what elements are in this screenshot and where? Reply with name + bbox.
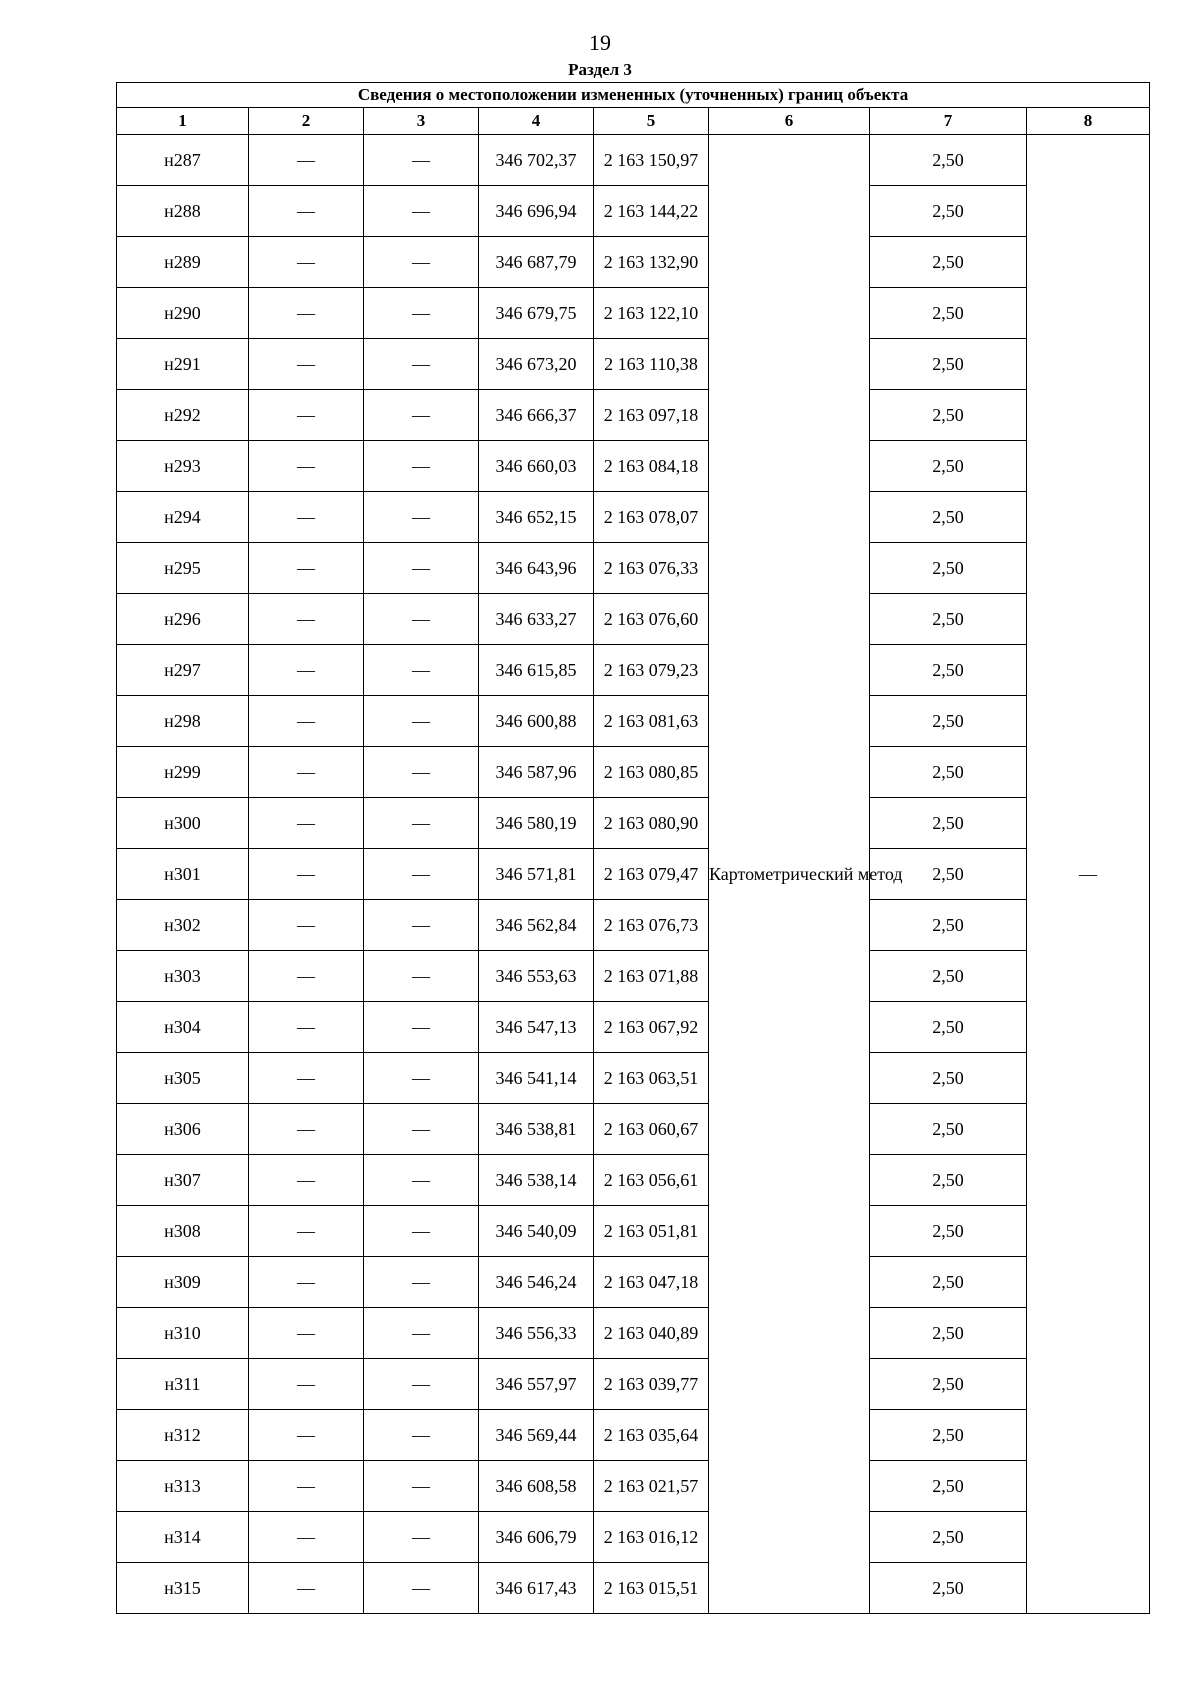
column-2-cell: —: [249, 1053, 364, 1104]
table-row: [117, 1155, 1150, 1206]
column-header-1: 1: [117, 108, 249, 135]
y-coordinate-cell: 2 163 063,51: [594, 1053, 709, 1104]
x-coordinate-cell: 346 541,14: [479, 1053, 594, 1104]
page-number: 19: [589, 30, 611, 55]
x-coordinate-cell: 346 687,79: [479, 237, 594, 288]
point-name-cell: н301: [117, 849, 249, 900]
y-coordinate-cell: 2 163 081,63: [594, 696, 709, 747]
table-row: [117, 747, 1150, 798]
column-3-cell: —: [364, 1206, 479, 1257]
y-coordinate-cell: 2 163 080,85: [594, 747, 709, 798]
table-row: [117, 1563, 1150, 1614]
x-coordinate-cell: 346 652,15: [479, 492, 594, 543]
x-coordinate-cell: 346 546,24: [479, 1257, 594, 1308]
table-row: [117, 492, 1150, 543]
accuracy-cell: 2,50: [870, 1053, 1027, 1104]
table-row: [117, 1461, 1150, 1512]
x-coordinate-cell: 346 562,84: [479, 900, 594, 951]
column-2-cell: —: [249, 1155, 364, 1206]
accuracy-cell: 2,50: [870, 135, 1027, 186]
y-coordinate-cell: 2 163 144,22: [594, 186, 709, 237]
column-3-cell: —: [364, 798, 479, 849]
accuracy-cell: 2,50: [870, 951, 1027, 1002]
accuracy-cell: 2,50: [870, 186, 1027, 237]
table-row: [117, 1410, 1150, 1461]
point-name-cell: н314: [117, 1512, 249, 1563]
x-coordinate-cell: 346 557,97: [479, 1359, 594, 1410]
x-coordinate-cell: 346 571,81: [479, 849, 594, 900]
column-3-cell: —: [364, 186, 479, 237]
table-row: [117, 1053, 1150, 1104]
y-coordinate-cell: 2 163 039,77: [594, 1359, 709, 1410]
point-name-cell: н290: [117, 288, 249, 339]
column-3-cell: —: [364, 900, 479, 951]
column-2-cell: —: [249, 441, 364, 492]
table-row: [117, 237, 1150, 288]
table-header-row: [117, 108, 1150, 135]
point-name-cell: н309: [117, 1257, 249, 1308]
point-name-cell: н312: [117, 1410, 249, 1461]
column-3-cell: —: [364, 1410, 479, 1461]
y-coordinate-cell: 2 163 035,64: [594, 1410, 709, 1461]
point-name-cell: н288: [117, 186, 249, 237]
x-coordinate-cell: 346 600,88: [479, 696, 594, 747]
x-coordinate-cell: 346 660,03: [479, 441, 594, 492]
y-coordinate-cell: 2 163 071,88: [594, 951, 709, 1002]
column-2-cell: —: [249, 288, 364, 339]
x-coordinate-cell: 346 547,13: [479, 1002, 594, 1053]
table-row: [117, 696, 1150, 747]
accuracy-cell: 2,50: [870, 1563, 1027, 1614]
column-2-cell: —: [249, 1206, 364, 1257]
table-row: [117, 1104, 1150, 1155]
column-2-cell: —: [249, 1410, 364, 1461]
y-coordinate-cell: 2 163 060,67: [594, 1104, 709, 1155]
point-name-cell: н304: [117, 1002, 249, 1053]
column-2-cell: —: [249, 339, 364, 390]
y-coordinate-cell: 2 163 076,33: [594, 543, 709, 594]
accuracy-cell: 2,50: [870, 288, 1027, 339]
point-name-cell: н315: [117, 1563, 249, 1614]
y-coordinate-cell: 2 163 078,07: [594, 492, 709, 543]
x-coordinate-cell: 346 540,09: [479, 1206, 594, 1257]
column-3-cell: —: [364, 339, 479, 390]
y-coordinate-cell: 2 163 076,73: [594, 900, 709, 951]
y-coordinate-cell: 2 163 084,18: [594, 441, 709, 492]
table-row: [117, 900, 1150, 951]
column-3-cell: —: [364, 594, 479, 645]
column-2-cell: —: [249, 135, 364, 186]
table-row: [117, 594, 1150, 645]
point-name-cell: н311: [117, 1359, 249, 1410]
column-3-cell: —: [364, 1257, 479, 1308]
column-8-cell: —: [1027, 135, 1150, 1614]
accuracy-cell: 2,50: [870, 1257, 1027, 1308]
column-3-cell: —: [364, 1155, 479, 1206]
column-header-5: 5: [594, 108, 709, 135]
y-coordinate-cell: 2 163 040,89: [594, 1308, 709, 1359]
y-coordinate-cell: 2 163 097,18: [594, 390, 709, 441]
accuracy-cell: 2,50: [870, 339, 1027, 390]
column-2-cell: —: [249, 1308, 364, 1359]
y-coordinate-cell: 2 163 080,90: [594, 798, 709, 849]
table-row: [117, 339, 1150, 390]
x-coordinate-cell: 346 617,43: [479, 1563, 594, 1614]
y-coordinate-cell: 2 163 067,92: [594, 1002, 709, 1053]
y-coordinate-cell: 2 163 150,97: [594, 135, 709, 186]
accuracy-cell: 2,50: [870, 645, 1027, 696]
x-coordinate-cell: 346 673,20: [479, 339, 594, 390]
column-2-cell: —: [249, 237, 364, 288]
point-name-cell: н307: [117, 1155, 249, 1206]
column-3-cell: —: [364, 135, 479, 186]
column-header-7: 7: [870, 108, 1027, 135]
accuracy-cell: 2,50: [870, 747, 1027, 798]
accuracy-cell: 2,50: [870, 390, 1027, 441]
point-name-cell: н313: [117, 1461, 249, 1512]
accuracy-cell: 2,50: [870, 798, 1027, 849]
point-name-cell: н305: [117, 1053, 249, 1104]
column-3-cell: —: [364, 1359, 479, 1410]
y-coordinate-cell: 2 163 056,61: [594, 1155, 709, 1206]
section-title: Раздел 3: [568, 60, 632, 79]
x-coordinate-cell: 346 696,94: [479, 186, 594, 237]
column-2-cell: —: [249, 543, 364, 594]
y-coordinate-cell: 2 163 110,38: [594, 339, 709, 390]
column-2-cell: —: [249, 1359, 364, 1410]
column-3-cell: —: [364, 543, 479, 594]
y-coordinate-cell: 2 163 079,23: [594, 645, 709, 696]
column-2-cell: —: [249, 492, 364, 543]
table-row: [117, 951, 1150, 1002]
y-coordinate-cell: 2 163 021,57: [594, 1461, 709, 1512]
x-coordinate-cell: 346 615,85: [479, 645, 594, 696]
accuracy-cell: 2,50: [870, 1104, 1027, 1155]
column-3-cell: —: [364, 1461, 479, 1512]
accuracy-cell: 2,50: [870, 492, 1027, 543]
table-row: [117, 1512, 1150, 1563]
table-row: [117, 288, 1150, 339]
accuracy-cell: 2,50: [870, 696, 1027, 747]
table-row: [117, 1308, 1150, 1359]
accuracy-cell: 2,50: [870, 1308, 1027, 1359]
column-2-cell: —: [249, 747, 364, 798]
method-cell: Картометрический метод: [709, 135, 870, 1614]
column-3-cell: —: [364, 696, 479, 747]
point-name-cell: н300: [117, 798, 249, 849]
column-2-cell: —: [249, 1563, 364, 1614]
point-name-cell: н296: [117, 594, 249, 645]
column-3-cell: —: [364, 1104, 479, 1155]
column-header-4: 4: [479, 108, 594, 135]
x-coordinate-cell: 346 556,33: [479, 1308, 594, 1359]
column-2-cell: —: [249, 645, 364, 696]
accuracy-cell: 2,50: [870, 1155, 1027, 1206]
column-3-cell: —: [364, 747, 479, 798]
y-coordinate-cell: 2 163 015,51: [594, 1563, 709, 1614]
point-name-cell: н308: [117, 1206, 249, 1257]
column-2-cell: —: [249, 951, 364, 1002]
x-coordinate-cell: 346 538,81: [479, 1104, 594, 1155]
x-coordinate-cell: 346 608,58: [479, 1461, 594, 1512]
column-2-cell: —: [249, 1257, 364, 1308]
x-coordinate-cell: 346 569,44: [479, 1410, 594, 1461]
x-coordinate-cell: 346 702,37: [479, 135, 594, 186]
column-3-cell: —: [364, 390, 479, 441]
y-coordinate-cell: 2 163 076,60: [594, 594, 709, 645]
column-header-2: 2: [249, 108, 364, 135]
column-3-cell: —: [364, 645, 479, 696]
accuracy-cell: 2,50: [870, 1206, 1027, 1257]
accuracy-cell: 2,50: [870, 1002, 1027, 1053]
column-3-cell: —: [364, 1002, 479, 1053]
column-2-cell: —: [249, 390, 364, 441]
x-coordinate-cell: 346 587,96: [479, 747, 594, 798]
y-coordinate-cell: 2 163 122,10: [594, 288, 709, 339]
table-row: [117, 1206, 1150, 1257]
table-caption: Сведения о местоположении измененных (уточненных) границ объекта: [117, 83, 1150, 108]
point-name-cell: н289: [117, 237, 249, 288]
point-name-cell: н299: [117, 747, 249, 798]
column-3-cell: —: [364, 951, 479, 1002]
x-coordinate-cell: 346 606,79: [479, 1512, 594, 1563]
table-row: [117, 849, 1150, 900]
x-coordinate-cell: 346 580,19: [479, 798, 594, 849]
y-coordinate-cell: 2 163 047,18: [594, 1257, 709, 1308]
table-row: [117, 543, 1150, 594]
point-name-cell: н303: [117, 951, 249, 1002]
column-3-cell: —: [364, 1512, 479, 1563]
accuracy-cell: 2,50: [870, 543, 1027, 594]
point-name-cell: н287: [117, 135, 249, 186]
table-row: [117, 390, 1150, 441]
point-name-cell: н292: [117, 390, 249, 441]
point-name-cell: н293: [117, 441, 249, 492]
y-coordinate-cell: 2 163 051,81: [594, 1206, 709, 1257]
column-3-cell: —: [364, 1308, 479, 1359]
column-header-8: 8: [1027, 108, 1150, 135]
point-name-cell: н295: [117, 543, 249, 594]
accuracy-cell: 2,50: [870, 594, 1027, 645]
table-row: [117, 798, 1150, 849]
y-coordinate-cell: 2 163 132,90: [594, 237, 709, 288]
x-coordinate-cell: 346 633,27: [479, 594, 594, 645]
table-row: [117, 186, 1150, 237]
point-name-cell: н297: [117, 645, 249, 696]
table-row: [117, 1002, 1150, 1053]
x-coordinate-cell: 346 679,75: [479, 288, 594, 339]
point-name-cell: н294: [117, 492, 249, 543]
column-2-cell: —: [249, 1002, 364, 1053]
accuracy-cell: 2,50: [870, 1461, 1027, 1512]
x-coordinate-cell: 346 666,37: [479, 390, 594, 441]
accuracy-cell: 2,50: [870, 237, 1027, 288]
x-coordinate-cell: 346 553,63: [479, 951, 594, 1002]
x-coordinate-cell: 346 538,14: [479, 1155, 594, 1206]
column-2-cell: —: [249, 1461, 364, 1512]
column-3-cell: —: [364, 1053, 479, 1104]
table-row: [117, 441, 1150, 492]
y-coordinate-cell: 2 163 079,47: [594, 849, 709, 900]
point-name-cell: н310: [117, 1308, 249, 1359]
accuracy-cell: 2,50: [870, 441, 1027, 492]
column-3-cell: —: [364, 492, 479, 543]
boundary-coordinates-table: [116, 82, 1150, 1614]
table-row: [117, 1359, 1150, 1410]
point-name-cell: н291: [117, 339, 249, 390]
column-header-6: 6: [709, 108, 870, 135]
column-2-cell: —: [249, 798, 364, 849]
column-2-cell: —: [249, 1512, 364, 1563]
accuracy-cell: 2,50: [870, 849, 1027, 900]
x-coordinate-cell: 346 643,96: [479, 543, 594, 594]
table-row: [117, 1257, 1150, 1308]
point-name-cell: н306: [117, 1104, 249, 1155]
accuracy-cell: 2,50: [870, 900, 1027, 951]
accuracy-cell: 2,50: [870, 1359, 1027, 1410]
column-3-cell: —: [364, 849, 479, 900]
column-3-cell: —: [364, 1563, 479, 1614]
column-header-3: 3: [364, 108, 479, 135]
column-3-cell: —: [364, 237, 479, 288]
column-2-cell: —: [249, 594, 364, 645]
column-2-cell: —: [249, 1104, 364, 1155]
y-coordinate-cell: 2 163 016,12: [594, 1512, 709, 1563]
column-3-cell: —: [364, 441, 479, 492]
point-name-cell: н302: [117, 900, 249, 951]
table-row: [117, 645, 1150, 696]
column-3-cell: —: [364, 288, 479, 339]
table-body: [117, 135, 1150, 1614]
column-2-cell: —: [249, 900, 364, 951]
accuracy-cell: 2,50: [870, 1512, 1027, 1563]
accuracy-cell: 2,50: [870, 1410, 1027, 1461]
column-2-cell: —: [249, 186, 364, 237]
table-row: [117, 135, 1150, 186]
column-2-cell: —: [249, 849, 364, 900]
column-2-cell: —: [249, 696, 364, 747]
point-name-cell: н298: [117, 696, 249, 747]
